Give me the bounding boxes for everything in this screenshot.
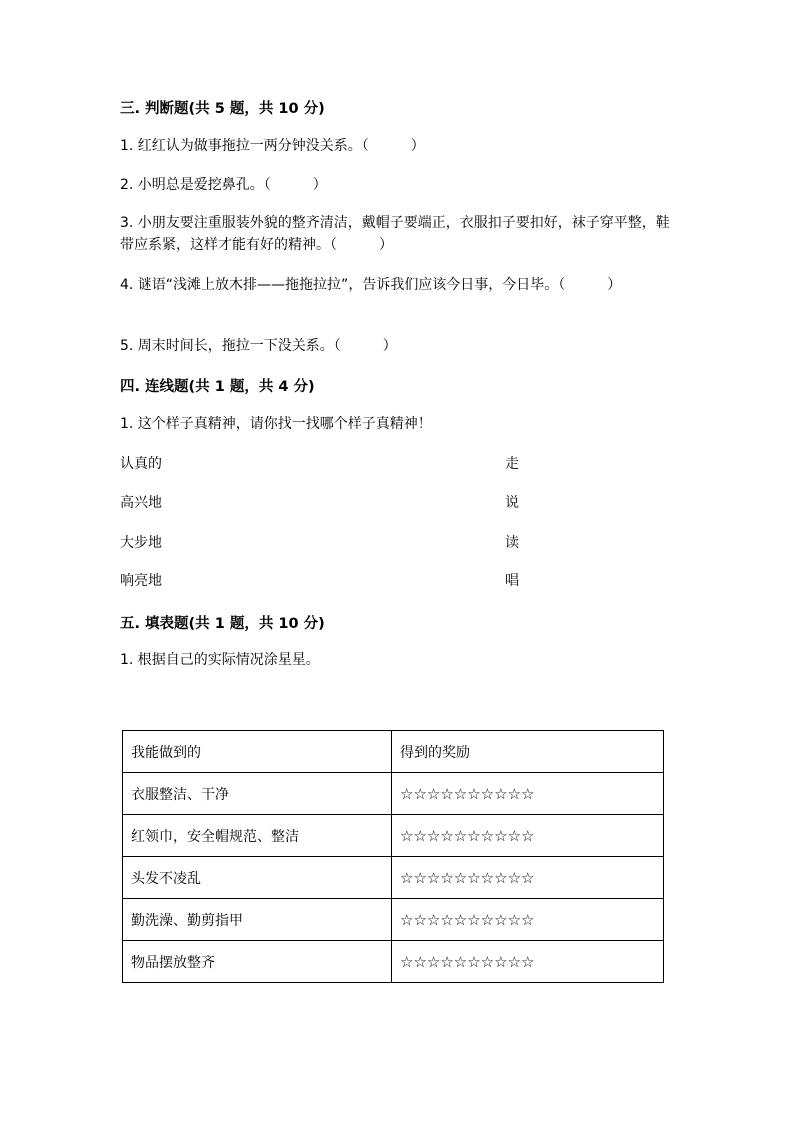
match-left-item: 大步地: [120, 535, 162, 551]
behavior-cell: 勤洗澡、勤剪指甲: [123, 899, 392, 941]
judgement-question-2: 2. 小明总是爱挖鼻孔。（ ）: [120, 177, 327, 193]
table-question: 1. 根据自己的实际情况涂星星。: [120, 652, 320, 668]
table-row: [123, 773, 664, 815]
judgement-question-3: 3. 小朋友要注重服装外貌的整齐清洁，戴帽子要端正，衣服扣子要扣好，袜子穿平整，鞋带应系紧，这样才能有好的精神。（ ）: [120, 215, 670, 253]
table-row: [123, 899, 664, 941]
star-rating-cell[interactable]: ☆☆☆☆☆☆☆☆☆☆: [392, 815, 664, 857]
match-right-item: 唱: [505, 573, 519, 589]
judgement-question-1: 1. 红红认为做事拖拉一两分钟没关系。（ ）: [120, 138, 425, 154]
star-rating-cell[interactable]: ☆☆☆☆☆☆☆☆☆☆: [392, 899, 664, 941]
judgement-question-5: 5. 周末时间长，拖拉一下没关系。（ ）: [120, 338, 397, 354]
section-5-title: 五. 填表题(共 1 题，共 10 分): [120, 616, 325, 632]
match-left-item: 高兴地: [120, 495, 162, 511]
star-rating-cell[interactable]: ☆☆☆☆☆☆☆☆☆☆: [392, 773, 664, 815]
match-right-item: 走: [505, 456, 519, 472]
table-row: [123, 941, 664, 983]
section-3-title: 三. 判断题(共 5 题，共 10 分): [120, 101, 325, 117]
match-left-item: 认真的: [120, 456, 162, 472]
reward-table: [122, 730, 664, 983]
judgement-question-4: 4. 谜语“浅滩上放木排——拖拖拉拉”，告诉我们应该今日事，今日毕。（ ）: [120, 277, 622, 293]
star-rating-cell[interactable]: ☆☆☆☆☆☆☆☆☆☆: [392, 941, 664, 983]
table-header-cell: 得到的奖励: [392, 731, 664, 773]
table-header-row: [123, 731, 664, 773]
star-rating-cell[interactable]: ☆☆☆☆☆☆☆☆☆☆: [392, 857, 664, 899]
behavior-cell: 红领巾，安全帽规范、整洁: [123, 815, 392, 857]
match-right-item: 读: [505, 535, 519, 551]
table-header-cell: 我能做到的: [123, 731, 392, 773]
matching-question: 1. 这个样子真精神，请你找一找哪个样子真精神！: [120, 416, 432, 432]
section-4-title: 四. 连线题(共 1 题，共 4 分): [120, 379, 315, 395]
behavior-cell: 头发不凌乱: [123, 857, 392, 899]
match-left-item: 响亮地: [120, 573, 162, 589]
table-row: [123, 857, 664, 899]
behavior-cell: 物品摆放整齐: [123, 941, 392, 983]
table-row: [123, 815, 664, 857]
match-right-item: 说: [505, 495, 519, 511]
behavior-cell: 衣服整洁、干净: [123, 773, 392, 815]
